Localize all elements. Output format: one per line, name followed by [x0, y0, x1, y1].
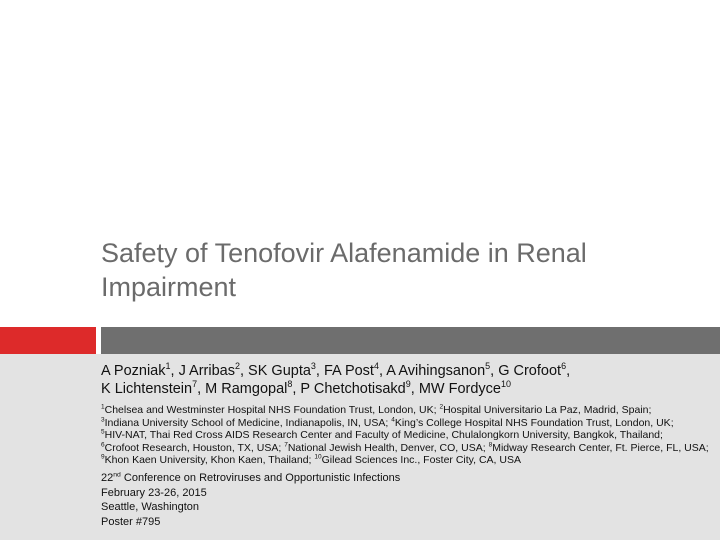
author-line	[101, 380, 713, 398]
slide-title: Safety of Tenofovir Alafenamide in Renal Impairment	[101, 238, 587, 302]
author-list	[101, 362, 713, 398]
poster-number: Poster #795	[101, 515, 161, 528]
author: SK Gupta$^3$,	[248, 361, 324, 379]
author: M Ramgopal$^8$,	[205, 379, 301, 397]
author: P Chetchotisakd$^9$,	[300, 379, 419, 397]
conference-name: 22nd Conference on Retroviruses and Opportunistic Infections	[101, 471, 401, 484]
author: G Crofoot$^6$,	[498, 361, 571, 379]
conference-info	[101, 471, 701, 529]
affiliation-line: $^9$Khon Kaen University, Khon Kaen, Thailand; $^{10}$Gilead Sciences Inc., Foster City, CA, USA	[101, 453, 521, 467]
author-line	[101, 362, 713, 380]
affiliation-line: $^5$HIV-NAT, Thai Red Cross AIDS Research Center and Faculty of Medicine, Chulalongkorn University, Bangkok, Thailand;	[101, 428, 663, 442]
affiliation-line: $^3$Indiana University School of Medicine, Indianapolis, IN, USA; $^4$King’s College Hospital NHS Foundation Trust, London, UK;	[101, 416, 674, 429]
affiliation-list	[101, 404, 713, 467]
conference-dates: February 23-26, 2015	[101, 486, 207, 499]
author: J Arribas$^2$,	[178, 361, 249, 379]
conference-location: Seattle, Washington	[101, 501, 200, 513]
author: FA Post$^4$,	[323, 361, 387, 379]
author: A Pozniak$^1$,	[101, 361, 179, 379]
author: A Avihingsanon$^5$,	[386, 361, 499, 379]
author: MW Fordyce$^{10}$	[418, 379, 511, 397]
accent-bar-gray	[101, 327, 720, 354]
affiliation-line: $^1$Chelsea and Westminster Hospital NHS Foundation Trust, London, UK; $^2$Hospital Universitario La Paz, Madrid, Spain;	[101, 403, 652, 416]
affiliation-line: $^6$Crofoot Research, Houston, TX, USA; $^7$National Jewish Health, Denver, CO, USA; $^8$Midway Research Center, Ft. Pierce, FL, USA;	[101, 441, 709, 454]
accent-bar-red	[0, 327, 96, 354]
author: K Lichtenstein$^7$,	[101, 379, 206, 397]
